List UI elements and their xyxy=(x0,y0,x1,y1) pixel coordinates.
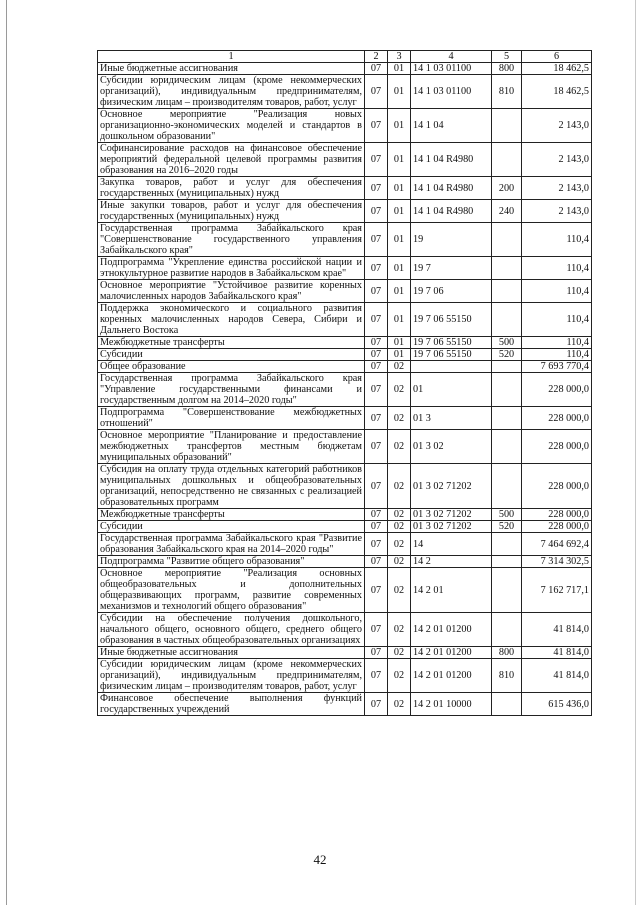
cell-target-article: 01 xyxy=(411,373,492,407)
cell-target-article: 19 xyxy=(411,223,492,257)
cell-section: 07 xyxy=(365,143,388,177)
cell-expense-type: 800 xyxy=(492,63,522,75)
cell-name: Субсидии на обеспечение получения дошкольного, начального общего, основного общего, среднего общего образования в частных общеобразовательных организациях xyxy=(98,613,365,647)
cell-subsection: 01 xyxy=(388,337,411,349)
cell-subsection: 01 xyxy=(388,257,411,280)
cell-target-article: 14 1 04 xyxy=(411,109,492,143)
table-row xyxy=(98,430,592,464)
cell-section: 07 xyxy=(365,373,388,407)
cell-subsection: 01 xyxy=(388,303,411,337)
cell-section: 07 xyxy=(365,177,388,200)
cell-name: Субсидии xyxy=(98,521,365,533)
cell-target-article: 14 2 01 10000 xyxy=(411,693,492,716)
cell-amount: 228 000,0 xyxy=(522,430,592,464)
cell-name: Основное мероприятие "Планирование и предоставление межбюджетных трансфертов местным бюджетам муниципальных образований" xyxy=(98,430,365,464)
cell-amount: 110,4 xyxy=(522,337,592,349)
cell-section: 07 xyxy=(365,430,388,464)
table-row xyxy=(98,143,592,177)
cell-target-article: 19 7 xyxy=(411,257,492,280)
cell-name: Государственная программа Забайкальского края "Развитие образования Забайкальского края на 2014–2020 годы" xyxy=(98,533,365,556)
scan-left-edge xyxy=(6,0,7,905)
cell-subsection: 02 xyxy=(388,568,411,613)
cell-section: 07 xyxy=(365,361,388,373)
cell-section: 07 xyxy=(365,109,388,143)
table-row xyxy=(98,568,592,613)
cell-target-article: 14 2 01 01200 xyxy=(411,613,492,647)
header-cell-amount: 6 xyxy=(522,51,592,63)
cell-name: Государственная программа Забайкальского края "Управление государственными финансами и государственным долгом на 2014–2020 годы" xyxy=(98,373,365,407)
cell-expense-type xyxy=(492,693,522,716)
cell-subsection: 02 xyxy=(388,373,411,407)
cell-section: 07 xyxy=(365,63,388,75)
cell-section: 07 xyxy=(365,223,388,257)
cell-section: 07 xyxy=(365,613,388,647)
table-row xyxy=(98,280,592,303)
cell-name: Государственная программа Забайкальского края "Совершенствование государственного управления Забайкальского края" xyxy=(98,223,365,257)
cell-amount: 7 162 717,1 xyxy=(522,568,592,613)
cell-name: Субсидия на оплату труда отдельных категорий работников муниципальных дошкольных и общеобразовательных организаций, непосредственно не связанных с реализацией образовательных программ xyxy=(98,464,365,509)
cell-name: Подпрограмма "Укрепление единства российской нации и этнокультурное развитие народов в Забайкальском крае" xyxy=(98,257,365,280)
cell-amount: 110,4 xyxy=(522,303,592,337)
cell-amount: 18 462,5 xyxy=(522,75,592,109)
cell-target-article: 01 3 02 71202 xyxy=(411,509,492,521)
cell-expense-type xyxy=(492,407,522,430)
table-row xyxy=(98,177,592,200)
cell-expense-type xyxy=(492,464,522,509)
cell-amount: 228 000,0 xyxy=(522,521,592,533)
cell-section: 07 xyxy=(365,568,388,613)
cell-subsection: 01 xyxy=(388,177,411,200)
cell-section: 07 xyxy=(365,75,388,109)
table-row xyxy=(98,613,592,647)
cell-name: Софинансирование расходов на финансовое обеспечение мероприятий федеральной целевой программы развития образования на 2016–2020 годы xyxy=(98,143,365,177)
cell-amount: 2 143,0 xyxy=(522,143,592,177)
cell-subsection: 02 xyxy=(388,693,411,716)
table-row xyxy=(98,659,592,693)
cell-subsection: 02 xyxy=(388,464,411,509)
cell-amount: 7 464 692,4 xyxy=(522,533,592,556)
cell-expense-type xyxy=(492,280,522,303)
cell-name: Субсидии xyxy=(98,349,365,361)
cell-subsection: 02 xyxy=(388,407,411,430)
cell-expense-type xyxy=(492,613,522,647)
cell-target-article: 14 2 01 01200 xyxy=(411,659,492,693)
table-row xyxy=(98,303,592,337)
cell-expense-type: 200 xyxy=(492,177,522,200)
cell-name: Основное мероприятие "Реализация новых организационно-экономических моделей и стандартов в дошкольном образовании" xyxy=(98,109,365,143)
cell-amount: 110,4 xyxy=(522,257,592,280)
cell-expense-type: 810 xyxy=(492,659,522,693)
cell-subsection: 02 xyxy=(388,509,411,521)
cell-section: 07 xyxy=(365,509,388,521)
cell-subsection: 01 xyxy=(388,349,411,361)
cell-target-article: 19 7 06 55150 xyxy=(411,303,492,337)
cell-section: 07 xyxy=(365,556,388,568)
cell-target-article: 14 2 01 01200 xyxy=(411,647,492,659)
cell-amount: 228 000,0 xyxy=(522,407,592,430)
cell-section: 07 xyxy=(365,257,388,280)
table-row xyxy=(98,407,592,430)
cell-amount: 2 143,0 xyxy=(522,109,592,143)
cell-subsection: 02 xyxy=(388,613,411,647)
budget-table xyxy=(97,50,592,716)
cell-name: Поддержка экономического и социального развития коренных малочисленных народов Севера, Сибири и Дальнего Востока xyxy=(98,303,365,337)
cell-subsection: 02 xyxy=(388,556,411,568)
header-cell-section: 2 xyxy=(365,51,388,63)
cell-section: 07 xyxy=(365,693,388,716)
table-row xyxy=(98,509,592,521)
cell-name: Закупка товаров, работ и услуг для обеспечения государственных (муниципальных) нужд xyxy=(98,177,365,200)
cell-subsection: 01 xyxy=(388,200,411,223)
cell-target-article: 19 7 06 xyxy=(411,280,492,303)
cell-target-article: 14 1 03 01100 xyxy=(411,75,492,109)
cell-target-article: 14 1 04 R4980 xyxy=(411,200,492,223)
cell-section: 07 xyxy=(365,200,388,223)
cell-subsection: 01 xyxy=(388,63,411,75)
cell-section: 07 xyxy=(365,337,388,349)
cell-amount: 110,4 xyxy=(522,349,592,361)
cell-amount: 7 314 302,5 xyxy=(522,556,592,568)
cell-subsection: 01 xyxy=(388,143,411,177)
table-row xyxy=(98,75,592,109)
cell-section: 07 xyxy=(365,303,388,337)
cell-amount: 110,4 xyxy=(522,223,592,257)
cell-expense-type xyxy=(492,373,522,407)
table-row xyxy=(98,257,592,280)
cell-expense-type xyxy=(492,303,522,337)
cell-expense-type: 500 xyxy=(492,337,522,349)
header-cell-subsection: 3 xyxy=(388,51,411,63)
table-row xyxy=(98,63,592,75)
cell-name: Финансовое обеспечение выполнения функций государственных учреждений xyxy=(98,693,365,716)
table-row xyxy=(98,556,592,568)
cell-target-article: 01 3 02 xyxy=(411,430,492,464)
cell-name: Субсидии юридическим лицам (кроме некоммерческих организаций), индивидуальным предпринимателям, физическим лицам – производителям товаров, работ, услуг xyxy=(98,659,365,693)
cell-amount: 41 814,0 xyxy=(522,613,592,647)
cell-expense-type xyxy=(492,533,522,556)
cell-amount: 110,4 xyxy=(522,280,592,303)
cell-subsection: 01 xyxy=(388,280,411,303)
cell-amount: 228 000,0 xyxy=(522,464,592,509)
cell-expense-type: 520 xyxy=(492,521,522,533)
cell-target-article: 01 3 xyxy=(411,407,492,430)
cell-expense-type xyxy=(492,223,522,257)
header-cell-expense-type: 5 xyxy=(492,51,522,63)
cell-amount: 228 000,0 xyxy=(522,373,592,407)
cell-expense-type: 810 xyxy=(492,75,522,109)
header-cell-target-article: 4 xyxy=(411,51,492,63)
cell-name: Межбюджетные трансферты xyxy=(98,337,365,349)
cell-target-article xyxy=(411,361,492,373)
cell-subsection: 02 xyxy=(388,533,411,556)
cell-target-article: 01 3 02 71202 xyxy=(411,521,492,533)
cell-name: Подпрограмма "Развитие общего образования" xyxy=(98,556,365,568)
cell-name: Основное мероприятие "Устойчивое развитие коренных малочисленных народов Забайкальского края" xyxy=(98,280,365,303)
table-row xyxy=(98,200,592,223)
page-number: 42 xyxy=(313,852,327,867)
cell-section: 07 xyxy=(365,659,388,693)
cell-name: Иные закупки товаров, работ и услуг для обеспечения государственных (муниципальных) нужд xyxy=(98,200,365,223)
cell-section: 07 xyxy=(365,533,388,556)
cell-target-article: 14 xyxy=(411,533,492,556)
header-cell-name: 1 xyxy=(98,51,365,63)
cell-target-article: 19 7 06 55150 xyxy=(411,349,492,361)
cell-amount: 2 143,0 xyxy=(522,177,592,200)
cell-subsection: 02 xyxy=(388,659,411,693)
cell-expense-type xyxy=(492,143,522,177)
cell-target-article: 14 2 xyxy=(411,556,492,568)
cell-section: 07 xyxy=(365,407,388,430)
cell-amount: 615 436,0 xyxy=(522,693,592,716)
cell-target-article: 14 1 04 R4980 xyxy=(411,143,492,177)
table-row xyxy=(98,373,592,407)
scan-right-edge xyxy=(635,0,636,905)
cell-expense-type xyxy=(492,109,522,143)
cell-subsection: 02 xyxy=(388,430,411,464)
cell-target-article: 19 7 06 55150 xyxy=(411,337,492,349)
table-row xyxy=(98,533,592,556)
cell-subsection: 02 xyxy=(388,647,411,659)
table-body xyxy=(98,63,592,716)
cell-section: 07 xyxy=(365,647,388,659)
cell-subsection: 01 xyxy=(388,75,411,109)
table-row xyxy=(98,337,592,349)
cell-amount: 41 814,0 xyxy=(522,659,592,693)
cell-name: Иные бюджетные ассигнования xyxy=(98,647,365,659)
cell-amount: 7 693 770,4 xyxy=(522,361,592,373)
cell-subsection: 01 xyxy=(388,109,411,143)
table-row xyxy=(98,464,592,509)
cell-target-article: 01 3 02 71202 xyxy=(411,464,492,509)
cell-amount: 228 000,0 xyxy=(522,509,592,521)
cell-subsection: 02 xyxy=(388,521,411,533)
cell-name: Общее образование xyxy=(98,361,365,373)
cell-subsection: 02 xyxy=(388,361,411,373)
cell-expense-type: 500 xyxy=(492,509,522,521)
cell-section: 07 xyxy=(365,349,388,361)
table-row xyxy=(98,223,592,257)
cell-expense-type xyxy=(492,257,522,280)
cell-amount: 2 143,0 xyxy=(522,200,592,223)
table-row xyxy=(98,109,592,143)
cell-name: Иные бюджетные ассигнования xyxy=(98,63,365,75)
table-row xyxy=(98,521,592,533)
cell-expense-type xyxy=(492,556,522,568)
table-row xyxy=(98,647,592,659)
cell-amount: 18 462,5 xyxy=(522,63,592,75)
cell-target-article: 14 2 01 xyxy=(411,568,492,613)
table-row xyxy=(98,361,592,373)
cell-target-article: 14 1 03 01100 xyxy=(411,63,492,75)
cell-expense-type xyxy=(492,568,522,613)
cell-section: 07 xyxy=(365,280,388,303)
table-row xyxy=(98,693,592,716)
cell-section: 07 xyxy=(365,521,388,533)
cell-expense-type: 800 xyxy=(492,647,522,659)
cell-name: Межбюджетные трансферты xyxy=(98,509,365,521)
cell-section: 07 xyxy=(365,464,388,509)
cell-name: Подпрограмма "Совершенствование межбюджетных отношений" xyxy=(98,407,365,430)
cell-amount: 41 814,0 xyxy=(522,647,592,659)
table-row xyxy=(98,349,592,361)
cell-name: Субсидии юридическим лицам (кроме некоммерческих организаций), индивидуальным предпринимателям, физическим лицам – производителям товаров, работ, услуг xyxy=(98,75,365,109)
cell-expense-type xyxy=(492,361,522,373)
table-header-row xyxy=(98,51,592,63)
cell-subsection: 01 xyxy=(388,223,411,257)
cell-expense-type xyxy=(492,430,522,464)
cell-target-article: 14 1 04 R4980 xyxy=(411,177,492,200)
cell-expense-type: 240 xyxy=(492,200,522,223)
cell-expense-type: 520 xyxy=(492,349,522,361)
cell-name: Основное мероприятие "Реализация основных общеобразовательных и дополнительных общеразвивающих программ, развитие современных механизмов и технологий общего образования" xyxy=(98,568,365,613)
